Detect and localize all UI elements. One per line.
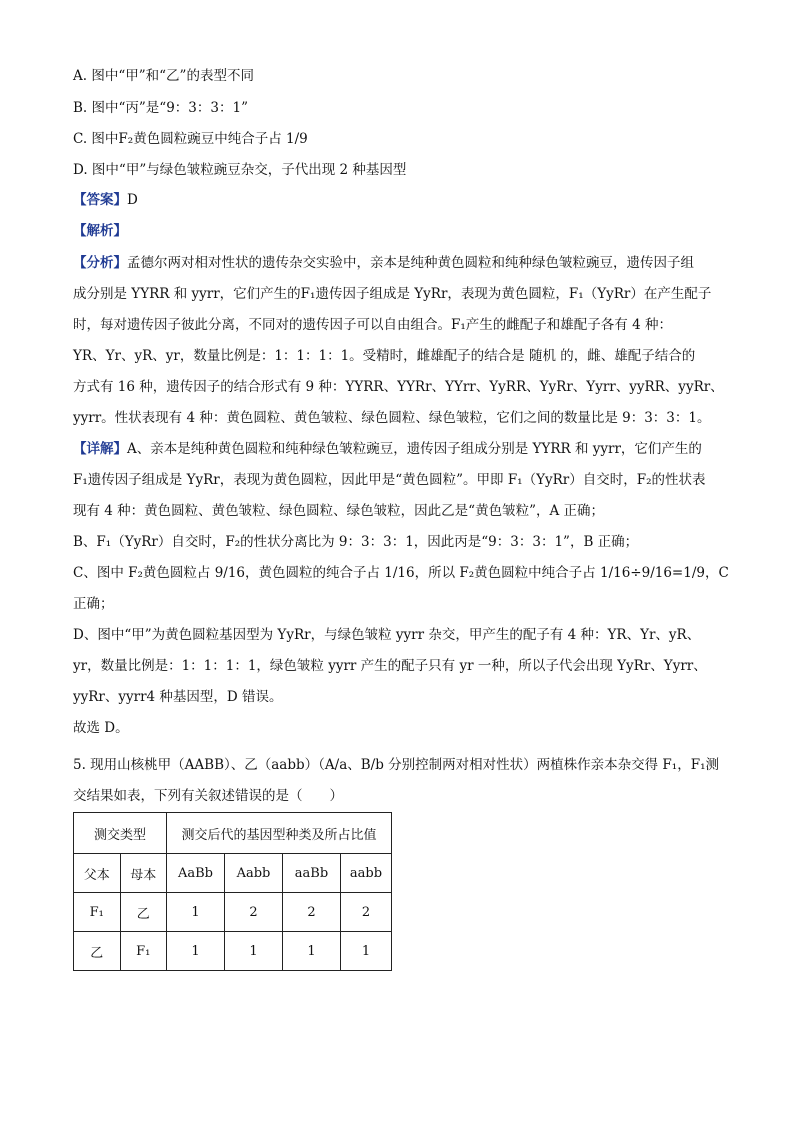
analysis-heading — [73, 221, 127, 241]
xiangjie-b: B、F₁（YyRr）自交时，F₂的性状分离比为 9：3：3：1，因此丙是“9：3：3：1”，B 正确； — [73, 534, 639, 550]
cell-value: 1 — [225, 932, 283, 971]
cell-mother: F₁ — [120, 932, 167, 971]
cell-mother: 乙 — [120, 893, 167, 932]
fenxi-line-2: 成分别是 YYRR 和 yyrr，它们产生的F₁遗传因子组成是 YyRr，表现为黄色圆粒，F₁（YyRr）在产生配子 — [73, 286, 712, 302]
header-genotype-aabb-2: Aabb — [225, 854, 283, 893]
cell-value: 1 — [283, 932, 341, 971]
fenxi-line-5: 方式有 16 种，遗传因子的结合形式有 9 种：YYRR、YYRr、YYrr、YyRR、YyRr、Yyrr、yyRR、yyRr、 — [73, 379, 724, 395]
header-mother: 母本 — [120, 854, 167, 893]
option-b: B. 图中“丙”是“9：3：3：1” — [73, 100, 248, 116]
fenxi-line-3: 时，每对遗传因子彼此分离，不同对的遗传因子可以自由组合。F₁产生的雌配子和雄配子各有 4 种： — [73, 317, 672, 333]
header-cross-type: 测交类型 — [74, 813, 167, 854]
header-genotype-ratio: 测交后代的基因型种类及所占比值 — [167, 813, 392, 854]
answer-tag: 【答案】 — [73, 192, 127, 208]
header-genotype-aabb-1: AaBb — [167, 854, 225, 893]
cell-value: 1 — [167, 932, 225, 971]
cell-value: 2 — [225, 893, 283, 932]
q5-line-1: 5. 现用山核桃甲（AABB）、乙（aabb）（A/a、B/b 分别控制两对相对性状）两植株作亲本杂交得 F₁，F₁测 — [73, 757, 719, 773]
option-c: C. 图中F₂黄色圆粒豌豆中纯合子占 1/9 — [73, 131, 308, 147]
analysis-tag: 【解析】 — [73, 223, 127, 239]
cell-value: 2 — [283, 893, 341, 932]
xiangjie-paragraph — [73, 434, 729, 744]
cell-value: 2 — [341, 893, 392, 932]
cell-value: 1 — [341, 932, 392, 971]
xiangjie-c2: 正确； — [73, 596, 114, 612]
table-row — [74, 893, 392, 932]
header-genotype-aabb-4: aabb — [341, 854, 392, 893]
cell-father: 乙 — [74, 932, 121, 971]
answer-line — [73, 190, 138, 210]
answer-value: D — [127, 192, 138, 208]
fenxi-line-1 — [73, 248, 723, 279]
xiangjie-d2: yr，数量比例是：1：1：1：1，绿色皱粒 yyrr 产生的配子只有 yr 一种，所以子代会出现 YyRr、Yyrr、 — [73, 658, 707, 674]
option-a: A. 图中“甲”和“乙”的表型不同 — [73, 68, 254, 84]
header-genotype-aabb-3: aaBb — [283, 854, 341, 893]
xiangjie-d1: D、图中“甲”为黄色圆粒基因型为 YyRr，与绿色皱粒 yyrr 杂交，甲产生的配子有 4 种：YR、Yr、yR、 — [73, 627, 701, 643]
xiangjie-end: 故选 D。 — [73, 720, 129, 736]
option-d: D. 图中“甲”与绿色皱粒豌豆杂交，子代出现 2 种基因型 — [73, 162, 407, 178]
fenxi-line-4: YR、Yr、yR、yr，数量比例是：1：1：1：1。受精时，雌雄配子的结合是 随机 的，雌、雄配子结合的 — [73, 348, 696, 364]
xiangjie-tag: 【详解】 — [73, 441, 127, 457]
header-father: 父本 — [74, 854, 121, 893]
cell-value: 1 — [167, 893, 225, 932]
table-header-row — [74, 813, 392, 854]
table-row — [74, 932, 392, 971]
fenxi-paragraph — [73, 248, 723, 434]
xiangjie-text-1: A、亲本是纯种黄色圆粒和纯种绿色皱粒豌豆，遗传因子组成分别是 YYRR 和 yyrr，它们产生的 — [127, 441, 702, 457]
xiangjie-line-3: 现有 4 种：黄色圆粒、黄色皱粒、绿色圆粒、绿色皱粒，因此乙是“黄色皱粒”，A 正确； — [73, 503, 605, 519]
fenxi-line-6: yyrr。性状表现有 4 种：黄色圆粒、黄色皱粒、绿色圆粒、绿色皱粒，它们之间的数量比是 9：3：3：1。 — [73, 410, 711, 426]
xiangjie-c1: C、图中 F₂黄色圆粒占 9/16，黄色圆粒的纯合子占 1/16，所以 F₂黄色圆粒中纯合子占 1/16÷9/16=1/9，C — [73, 565, 729, 581]
xiangjie-line-1 — [73, 434, 723, 465]
question-5 — [73, 750, 723, 812]
q5-line-2: 交结果如表，下列有关叙述错误的是（ ） — [73, 788, 343, 804]
xiangjie-d3: yyRr、yyrr4 种基因型，D 错误。 — [73, 689, 283, 705]
xiangjie-line-2: F₁遗传因子组成是 YyRr，表现为黄色圆粒，因此甲是“黄色圆粒”。甲即 F₁（YyRr）自交时，F₂的性状表 — [73, 472, 706, 488]
table-subheader-row — [74, 854, 392, 893]
testcross-table — [73, 812, 392, 971]
fenxi-text-1: 孟德尔两对相对性状的遗传杂交实验中，亲本是纯种黄色圆粒和纯种绿色皱粒豌豆，遗传因子组 — [127, 255, 694, 271]
fenxi-tag: 【分析】 — [73, 255, 127, 271]
cell-father: F₁ — [74, 893, 121, 932]
